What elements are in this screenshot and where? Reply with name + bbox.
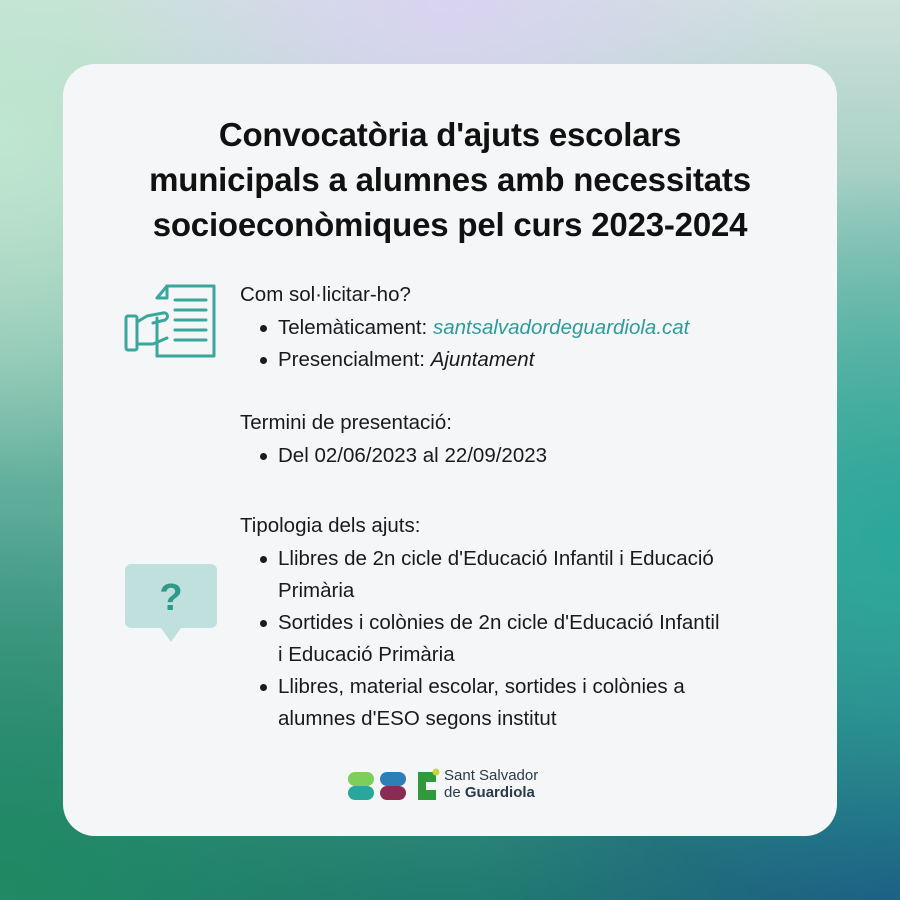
page-title (93, 112, 807, 247)
list-item: Llibres de 2n cicle d'Educació Infantil i Educació Primària (260, 543, 720, 607)
list-item (260, 440, 817, 472)
logo-line-2-prefix: de (444, 784, 465, 801)
title-line-1: Convocatòria d'ajuts escolars (218, 116, 682, 153)
list-item (260, 344, 817, 376)
logo-line-2 (444, 784, 538, 801)
aid-types-heading: Tipologia dels ajuts: (240, 514, 421, 537)
deadline-start: 02/06/2023 (314, 444, 418, 467)
question-bubble-icon (125, 564, 217, 644)
logo-line-2-bold: Guardiola (464, 784, 535, 801)
deadline-prefix: Del (278, 444, 315, 467)
logo-line-1: Sant Salvador (444, 767, 539, 784)
list-item (260, 312, 817, 344)
deadline-list (240, 440, 817, 472)
in-person-label: Presencialment: (278, 348, 431, 371)
title-line-2: municipals a alumnes amb necessitats (149, 161, 751, 198)
deadline-heading: Termini de presentació: (240, 411, 452, 434)
aid-types-section (240, 511, 817, 735)
in-person-place: Ajuntament (430, 348, 535, 371)
how-to-apply-section (240, 280, 817, 376)
list-item: Sortides i colònies de 2n cicle d'Educació Infantil i Educació Primària (260, 607, 720, 671)
how-to-apply-heading: Com sol·licitar-ho? (240, 283, 411, 306)
deadline-connector: al (417, 444, 445, 467)
deadline-end: 22/09/2023 (444, 444, 548, 467)
online-label: Telemàticament: (278, 316, 433, 339)
aid-types-list (240, 543, 720, 735)
info-card (63, 64, 837, 836)
municipality-logo (348, 766, 558, 806)
svg-text:?: ? (159, 577, 183, 619)
website-link[interactable]: santsalvadordeguardiola.cat (432, 316, 690, 339)
document-hand-icon (123, 280, 219, 362)
deadline-section (240, 408, 817, 472)
title-line-3: socioeconòmiques pel curs 2023-2024 (152, 206, 748, 243)
logo-text (444, 767, 538, 801)
how-to-apply-list (240, 312, 817, 376)
logo-mark-icon (348, 768, 440, 804)
list-item: Llibres, material escolar, sortides i colònies a alumnes d'ESO segons institut (260, 671, 720, 735)
